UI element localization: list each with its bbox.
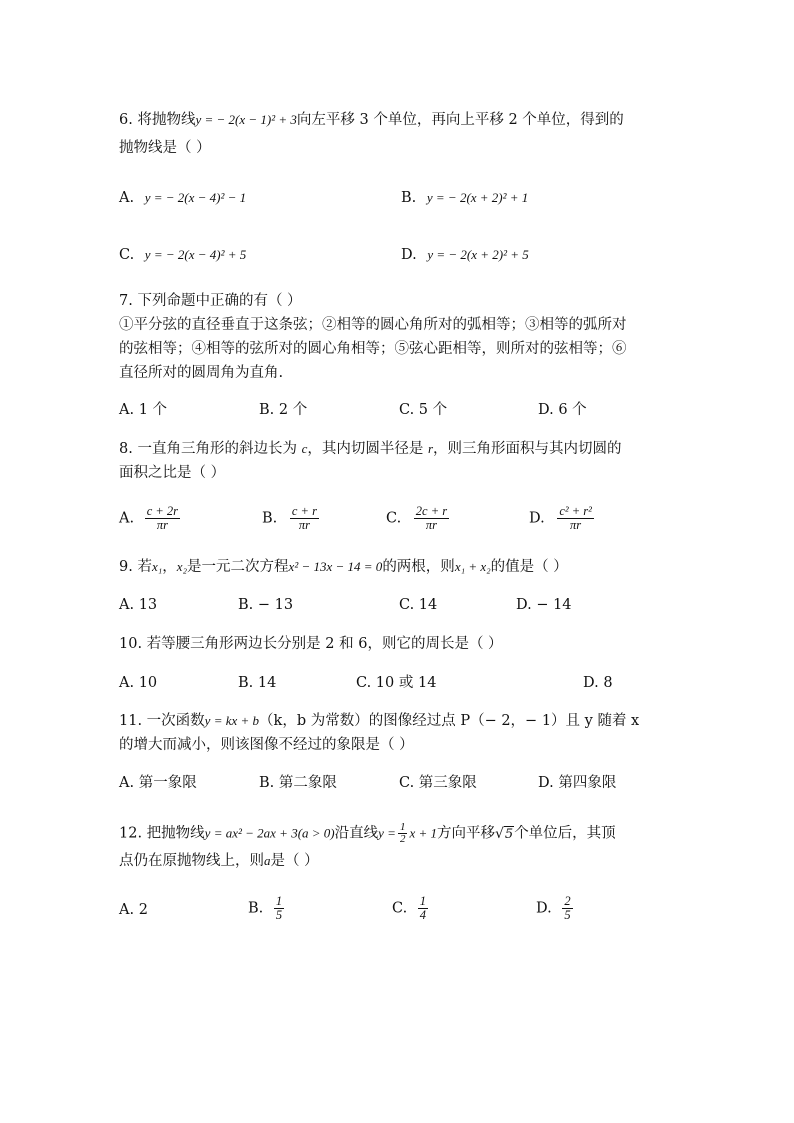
fraction-denominator: 2 — [399, 833, 406, 845]
question-7-line-3: 的弦相等；④相等的弦所对的圆心角相等；⑤弦心距相等，则所对的弦相等；⑥ — [119, 341, 627, 357]
q8-option-d — [529, 505, 594, 532]
question-7-line-4: 直径所对的圆周角为直角. — [119, 365, 284, 381]
fraction-numerator: 1 — [419, 894, 427, 908]
option-fraction — [145, 505, 180, 532]
fraction-denominator: 4 — [419, 908, 427, 922]
q9-option-b: B. − 13 — [238, 597, 294, 613]
q12-option-b — [248, 895, 284, 922]
q7-option-a: A. 1 个 — [119, 402, 168, 418]
q11-option-d: D. 第四象限 — [538, 775, 617, 791]
question-12-line-2 — [119, 850, 319, 872]
q12-half-fraction — [398, 822, 408, 845]
q12-text-mid2: 方向平移 — [436, 825, 495, 842]
q12-option-a: A. 2 — [119, 902, 148, 918]
sqrt-radicand: 5 — [504, 826, 514, 842]
option-label: C. — [119, 247, 135, 263]
question-10-line-1: 10. 若等腰三角形两边长分别是 2 和 6，则它的周长是（ ） — [119, 636, 503, 652]
option-fraction — [274, 895, 284, 922]
q6-option-a — [119, 187, 246, 209]
q6-option-c — [119, 244, 246, 266]
q8-var-r: r — [427, 441, 434, 456]
q11-option-a: A. 第一象限 — [119, 775, 197, 791]
q6-parabola-expr: y = − 2(x − 1)² + 3 — [195, 112, 297, 127]
q9-option-c: C. 14 — [399, 597, 438, 613]
q7-option-b: B. 2 个 — [259, 402, 308, 418]
option-expr: y = − 2(x + 2)² + 5 — [427, 247, 529, 262]
option-label: A. — [119, 190, 135, 206]
option-expr: y = − 2(x + 2)² + 1 — [426, 190, 529, 205]
q9-var-x2: x₂ — [176, 559, 188, 574]
q8-option-a — [119, 505, 180, 532]
q7-option-d: D. 6 个 — [538, 402, 587, 418]
fraction-numerator: 2c + r — [415, 504, 448, 518]
fraction-numerator: c + r — [291, 504, 317, 518]
q10-option-c: C. 10 或 14 — [356, 675, 437, 691]
fraction-numerator: 1 — [275, 894, 283, 908]
fraction-numerator: 2 — [564, 894, 571, 908]
q11-function-expr: y = kx + b — [204, 713, 260, 728]
q8-option-b — [262, 505, 319, 532]
q6-text: 向左平移 3 个单位，再向上平移 2 个单位，得到的 — [296, 112, 624, 128]
fraction-denominator: πr — [156, 518, 168, 532]
fraction-numerator: c² + r² — [559, 504, 592, 518]
fraction-denominator: πr — [298, 518, 310, 532]
q10-option-d: D. 8 — [583, 675, 613, 691]
q6-option-b — [401, 187, 528, 209]
option-expr: y = − 2(x − 4)² + 5 — [144, 247, 247, 262]
question-6-line-2: 抛物线是（ ） — [119, 140, 211, 156]
q12-var-a: a — [264, 853, 271, 868]
q12-text-post: 个单位后，其顶 — [514, 825, 616, 842]
question-7-line-1: 7. 下列命题中正确的有（ ） — [119, 293, 302, 309]
option-label: C. — [386, 510, 402, 527]
option-label: B. — [248, 900, 264, 917]
q8-text-a: 8. 一直角三角形的斜边长为 — [119, 441, 302, 457]
q12-text-b: 是（ ） — [270, 853, 319, 869]
q8-text-c: ，则三角形面积与其内切圆的 — [433, 441, 622, 457]
q9-var-x1: x₁ — [151, 559, 163, 574]
q9-option-d: D. − 14 — [516, 597, 572, 613]
q12-option-c — [392, 895, 428, 922]
q8-text-b: ，其内切圆半径是 — [307, 441, 428, 457]
q12-text-a: 点仍在原抛物线上，则 — [119, 853, 264, 869]
question-9-line-1 — [119, 556, 568, 578]
q11-option-b: B. 第二象限 — [259, 775, 337, 791]
question-8-line-2: 面积之比是（ ） — [119, 465, 226, 481]
option-fraction — [414, 505, 449, 532]
q6-prefix: 6. 将抛物线 — [119, 112, 196, 128]
q12-prefix: 12. 把抛物线 — [119, 825, 205, 842]
q6-option-d — [401, 244, 529, 266]
fraction-denominator: πr — [425, 518, 438, 532]
option-label: D. — [536, 900, 552, 917]
option-label: B. — [262, 510, 278, 527]
question-11-line-1 — [119, 710, 639, 732]
q12-sqrt — [495, 823, 514, 846]
option-fraction — [557, 505, 594, 532]
q12-option-d — [536, 895, 573, 922]
option-label: D. — [401, 247, 417, 263]
q8-option-c — [386, 505, 449, 532]
q9-text-post: 的值是（ ） — [490, 559, 568, 575]
q9-text-mid: 是一元二次方程 — [187, 559, 289, 575]
option-label: A. — [119, 510, 135, 527]
option-fraction — [290, 505, 319, 532]
option-label: B. — [401, 190, 417, 206]
fraction-denominator: 5 — [564, 908, 571, 922]
q12-parabola-expr: y = ax² − 2ax + 3(a > 0) — [204, 825, 335, 841]
q9-comma: ， — [162, 559, 177, 575]
fraction-numerator: c + 2r — [146, 504, 179, 518]
q9-equation: x² − 13x − 14 = 0 — [288, 559, 383, 574]
q11-text: （k，b 为常数）的图像经过点 P（− 2，− 1）且 y 随着 x — [259, 713, 640, 729]
q9-sum-expr: x₁ + x₂ — [454, 559, 491, 574]
q7-option-c: C. 5 个 — [399, 402, 448, 418]
question-6-line-1 — [119, 109, 624, 131]
q10-option-b: B. 14 — [238, 675, 277, 691]
option-fraction — [418, 895, 428, 922]
option-fraction — [562, 895, 572, 922]
q11-option-c: C. 第三象限 — [399, 775, 477, 791]
question-12-line-1 — [119, 822, 616, 846]
q9-option-a: A. 13 — [119, 597, 158, 613]
option-label: D. — [529, 510, 545, 527]
q9-text-mid2: 的两根，则 — [382, 559, 455, 575]
fraction-denominator: 5 — [275, 908, 283, 922]
question-7-line-2: ①平分弦的直径垂直于这条弦；②相等的圆心角所对的弧相等；③相等的弧所对 — [119, 317, 627, 333]
sqrt-symbol-icon: √ — [494, 825, 504, 842]
question-8-line-1 — [119, 438, 622, 460]
q11-prefix: 11. 一次函数 — [119, 713, 205, 729]
fraction-denominator: πr — [570, 518, 582, 532]
fraction-numerator: 1 — [399, 821, 406, 833]
q8-var-c: c — [301, 441, 308, 456]
q9-prefix: 9. 若 — [119, 559, 152, 575]
option-expr: y = − 2(x − 4)² − 1 — [144, 190, 247, 205]
option-label: C. — [392, 900, 408, 917]
q10-option-a: A. 10 — [119, 675, 158, 691]
q12-line-rest: x + 1 — [409, 825, 437, 841]
question-11-line-2: 的增大而减小，则该图像不经过的象限是（ ） — [119, 737, 414, 753]
q12-text-mid: 沿直线 — [334, 825, 379, 842]
q12-line-y: y = — [378, 825, 396, 841]
